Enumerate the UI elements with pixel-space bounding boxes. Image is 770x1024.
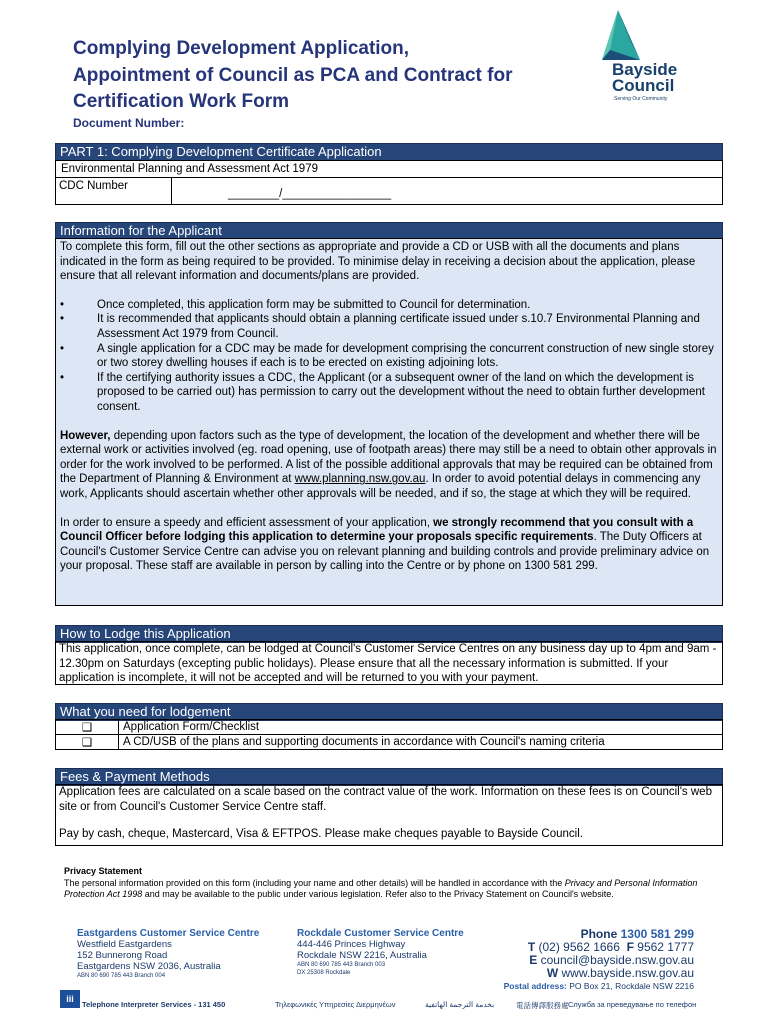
info-bullet-1: • Once completed, this application form may be submitted to Council for determination. xyxy=(60,298,718,313)
part1-box xyxy=(55,160,723,205)
title-line-3: Certification Work Form xyxy=(73,91,290,112)
logo-tagline: Serving Our Community xyxy=(614,96,668,102)
phone-line: Phone 1300 581 299 xyxy=(580,927,694,941)
need-table xyxy=(55,719,723,750)
interpreter-chinese: 電話傳譯服務處 xyxy=(516,1001,569,1010)
interpreter-macedonian: Служба за преведување по телефон xyxy=(568,1000,697,1009)
interpreter-label: Telephone Interpreter Services - 131 450 xyxy=(82,1000,226,1009)
interpreter-bar xyxy=(60,990,710,1016)
info-bullet-3: • A single application for a CDC may be made for development comprising the concurrent construction of new single storey or two storey dwelling houses if each is to be erected on existing adjoining lots. xyxy=(60,342,718,371)
info-box xyxy=(55,238,723,606)
page-title xyxy=(73,36,593,116)
email-link[interactable]: council@bayside.nsw.gov.au xyxy=(540,953,694,967)
lodge-heading: How to Lodge this Application xyxy=(55,625,723,643)
part1-heading: PART 1: Complying Development Certificate Application xyxy=(55,143,723,161)
lodge-text: This application, once complete, can be lodged at Council's Customer Service Centres on any business day up to 4pm and 9am - 12.30pm on Saturdays (excepting public holidays). Please ensure that all the necessary information is submitted. If your application is incomplete, it will not be accepted and will be returned to you with your payment. xyxy=(59,643,717,685)
document-number-label: Document Number: xyxy=(73,116,185,130)
privacy-text: The personal information provided on this form (including your name and other details) will be handled in accordance with the Privacy and Personal Information Protection Act 1998 and may be available to the public under various legislation. Refer also to the Privacy Statement on Council's website. xyxy=(64,877,698,899)
info-intro: To complete this form, fill out the other sections as appropriate and provide a CD or USB with all the documents and plans indicated in the form as being required to be provided. To minimise delay in receiving a decision about the application, please ensure that all relevant information and documents/plans are provided. xyxy=(60,241,696,283)
info-recommend-paragraph: In order to ensure a speedy and efficient assessment of your application, we strongly recommend that you consult with a Council Officer before lodging this application to determine your proposals specific requirements. The Duty Officers at Council's Customer Service Centre can advise you on relevant planning and building controls and provide preliminary advice on your proposal. These staff are available in person by calling into the Centre or by phone on 1300 581 299. xyxy=(60,516,710,573)
cdc-number-field[interactable]: ________/_________________ xyxy=(228,188,392,200)
interpreter-greek: Τηλεφωνικές Υπηρεσίες Διερμηνέων xyxy=(275,1000,396,1009)
contact-details xyxy=(490,928,694,993)
tf-line: T (02) 9562 1666 F 9562 1777 xyxy=(527,940,694,954)
info-however-paragraph: However, depending upon factors such as the type of development, the location of the development and whether there will be external work or activities involved (eg. road opening, use of footpath areas) there may still be a need to obtain other approvals in order for the work involved to be performed. A list of the possible additional approvals that may be required can be obtained from the Department of Planning & Environment at www.planning.nsw.gov.au. In order to avoid potential delays in commencing any work, Applicants should ascertain whether other approvals will be needed, and if so, the stage at which they will be required. xyxy=(60,429,717,500)
planning-link[interactable]: www.planning.nsw.gov.au xyxy=(294,473,426,486)
privacy-statement xyxy=(64,866,704,901)
fees-box xyxy=(55,784,723,846)
act-label: Environmental Planning and Assessment Act 1979 xyxy=(61,163,318,175)
interpreter-icon: iii xyxy=(60,990,80,1008)
email-line: E council@bayside.nsw.gov.au xyxy=(529,953,694,967)
eastgardens-centre: Eastgardens Customer Service Centre Westfield Eastgardens 152 Bunnerong Road Eastgardens NSW 2036, Australia ABN 80 690 785 443 Branch 004 xyxy=(77,928,260,979)
bayside-council-logo xyxy=(582,10,692,105)
need-row xyxy=(56,735,723,750)
fees-heading: Fees & Payment Methods xyxy=(55,768,723,786)
title-line-2: Appointment of Council as PCA and Contract for xyxy=(73,64,513,86)
web-line: W www.bayside.nsw.gov.au xyxy=(546,966,694,980)
need-item-label: Application Form/Checklist xyxy=(119,720,723,735)
web-link[interactable]: www.bayside.nsw.gov.au xyxy=(561,966,694,980)
lodge-box xyxy=(55,641,723,685)
eastgardens-title: Eastgardens Customer Service Centre xyxy=(77,928,260,939)
need-item-label: A CD/USB of the plans and supporting documents in accordance with Council's naming criteria xyxy=(119,735,723,750)
need-row xyxy=(56,720,723,735)
cdc-number-label: CDC Number xyxy=(59,180,129,192)
logo-name: Bayside Council xyxy=(612,60,678,95)
privacy-heading: Privacy Statement xyxy=(64,866,143,876)
info-bullet-4: • If the certifying authority issues a CDC, the Applicant (or a subsequent owner of the land on which the development is proposed to be carried out) has permission to carry out the development without the need to obtain further development consent. xyxy=(60,371,718,415)
interpreter-arabic: بخدمة الترجمة الهاتفية xyxy=(425,1000,495,1009)
rockdale-centre: Rockdale Customer Service Centre 444-446 Princes Highway Rockdale NSW 2216, Australia ABN 80 690 785 443 Branch 003 DX 25308 Rockdale xyxy=(297,928,464,976)
info-bullet-2: • It is recommended that applicants should obtain a planning certificate issued under s.10.7 Environmental Planning and Assessment Act 1979 from Council. xyxy=(60,312,718,341)
fees-text-2: Pay by cash, cheque, Mastercard, Visa & EFTPOS. Please make cheques payable to Bayside Council. xyxy=(59,828,583,841)
fees-text-1: Application fees are calculated on a scale based on the contract value of the work. Information on these fees is on Council's web site or from Council's Customer Service Centre staff. xyxy=(59,786,712,813)
checkbox-icon[interactable]: ❑ xyxy=(56,720,119,735)
rockdale-title: Rockdale Customer Service Centre xyxy=(297,928,464,939)
postal-line: Postal address: PO Box 21, Rockdale NSW 2216 xyxy=(503,981,694,991)
title-line-1: Complying Development Application, xyxy=(73,38,410,59)
need-heading: What you need for lodgement xyxy=(55,703,723,721)
checkbox-icon[interactable]: ❑ xyxy=(56,735,119,750)
info-heading: Information for the Applicant xyxy=(55,222,723,240)
